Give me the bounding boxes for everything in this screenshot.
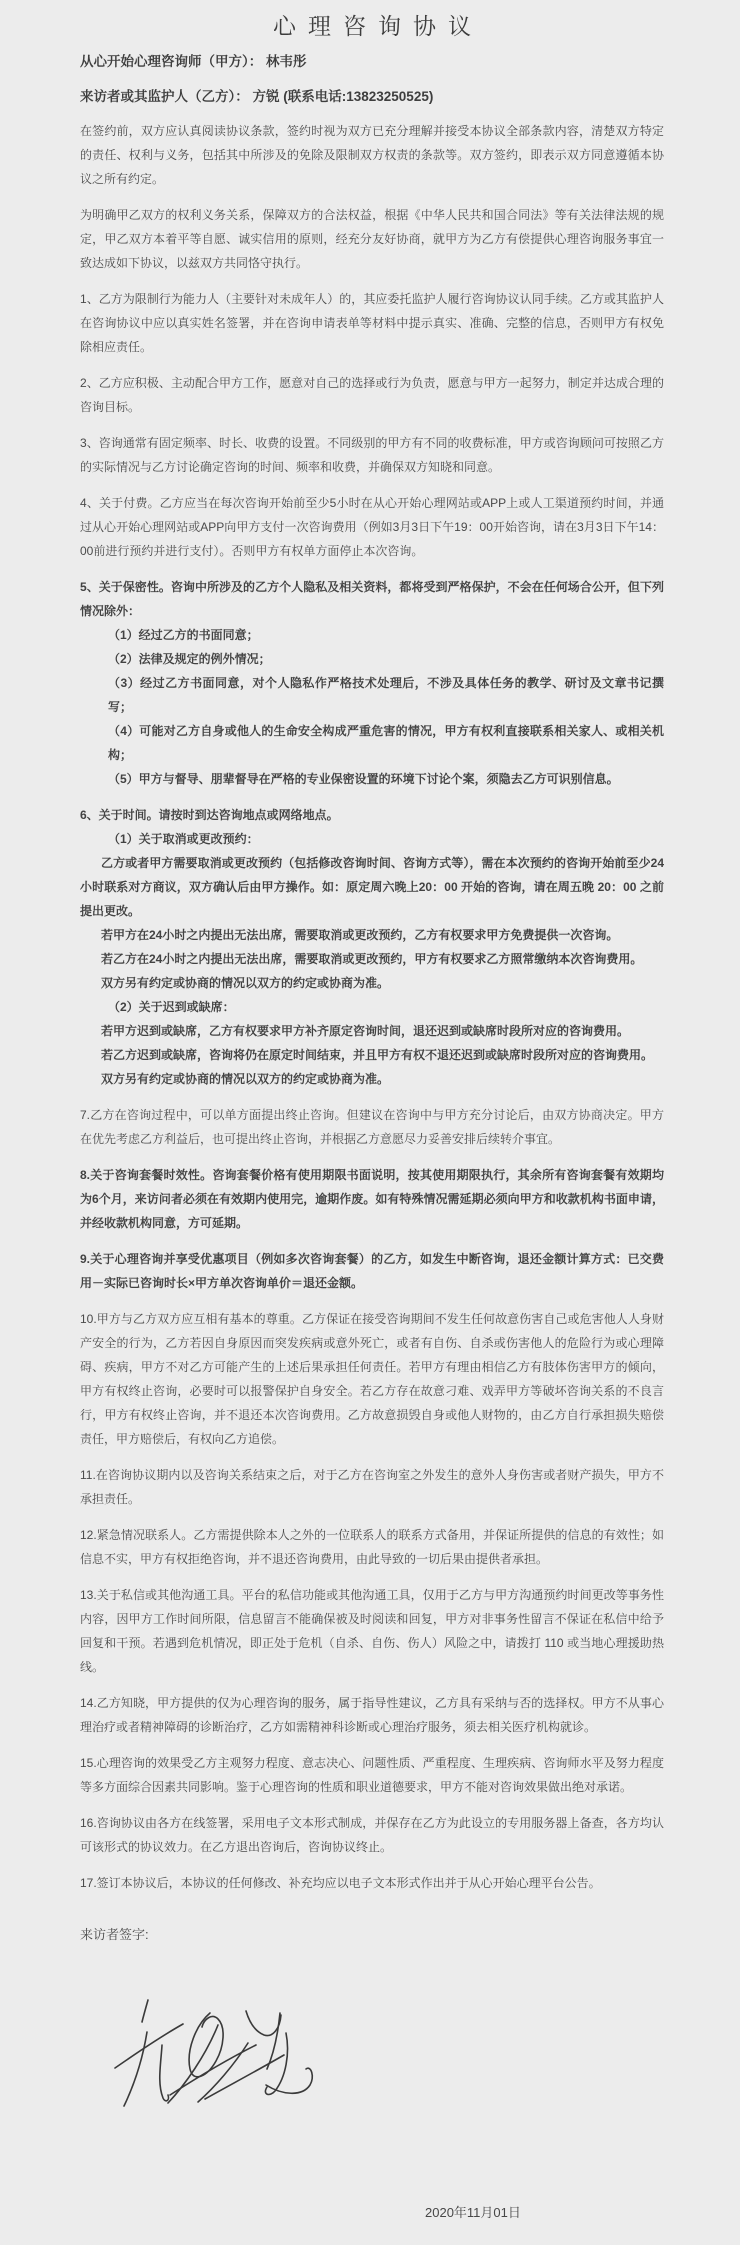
clause-5-item-5: （5）甲方与督导、朋辈督导在严格的专业保密设置的环境下讨论个案，须隐去乙方可识别信息。 xyxy=(108,772,619,786)
preamble-2: 为明确甲乙双方的权利义务关系，保障双方的合法权益，根据《中华人民共和国合同法》等有关法律法规的规定，甲乙双方本着平等自愿、诚实信用的原则，经充分友好协商，就甲方为乙方有偿提供心理咨询服务事宜一致达成如下协议，以兹双方共同恪守执行。 xyxy=(80,208,664,270)
clause-6-1-a: 若甲方在24小时之内提出无法出席，需要取消或更改预约，乙方有权要求甲方免费提供一次咨询。 xyxy=(101,928,619,942)
clause-5-item-2: （2）法律及规定的例外情况； xyxy=(108,652,271,666)
page-title: 心理咨询协议 xyxy=(273,13,483,39)
clause-6-1-title: （1）关于取消或更改预约： xyxy=(108,832,259,846)
clause-6-2-a: 若甲方迟到或缺席，乙方有权要求甲方补齐原定咨询时间，退还迟到或缺席时段所对应的咨询费用。 xyxy=(101,1024,630,1038)
clause-3: 3、咨询通常有固定频率、时长、收费的设置。不同级别的甲方有不同的收费标准，甲方或咨询顾问可按照乙方的实际情况与乙方讨论确定咨询的时间、频率和收费，并确保双方知晓和同意。 xyxy=(80,436,664,474)
clause-5-item-4: （4）可能对乙方自身或他人的生命安全构成严重危害的情况，甲方有权利直接联系相关家人、或相关机构； xyxy=(108,724,664,762)
clause-11: 11.在咨询协议期内以及咨询关系结束之后，对于乙方在咨询室之外发生的意外人身伤害或者财产损失，甲方不承担责任。 xyxy=(80,1468,664,1506)
clause-17: 17.签订本协议后，本协议的任何修改、补充均应以电子文本形式作出并于从心开始心理平台公告。 xyxy=(80,1876,601,1890)
clause-12: 12.紧急情况联系人。乙方需提供除本人之外的一位联系人的联系方式备用，并保证所提供的信息的有效性；如信息不实，甲方有权拒绝咨询，并不退还咨询费用，由此导致的一切后果由提供者承担。 xyxy=(80,1528,664,1566)
clause-6: 6、关于时间。请按时到达咨询地点或网络地点。 xyxy=(80,808,339,822)
clause-7: 7.乙方在咨询过程中，可以单方面提出终止咨询。但建议在咨询中与甲方充分讨论后，由双方协商决定。甲方在优先考虑乙方利益后，也可提出终止咨询，并根据乙方意愿尽力妥善安排后续转介事宜。 xyxy=(80,1108,664,1146)
clause-15: 15.心理咨询的效果受乙方主观努力程度、意志决心、问题性质、严重程度、生理疾病、咨询师水平及努力程度等多方面综合因素共同影响。鉴于心理咨询的性质和职业道德要求，甲方不能对咨询效果做出绝对承诺。 xyxy=(80,1756,664,1794)
preamble-1: 在签约前，双方应认真阅读协议条款，签约时视为双方已充分理解并接受本协议全部条款内容，清楚双方特定的责任、权利与义务，包括其中所涉及的免除及限制双方权责的条款等。双方签约，即表示双方同意遵循本协议之所有约定。 xyxy=(80,124,664,186)
clause-5: 5、关于保密性。咨询中所涉及的乙方个人隐私及相关资料，都将受到严格保护，不会在任何场合公开，但下列情况除外： xyxy=(80,580,664,618)
clause-9: 9.关于心理咨询并享受优惠项目（例如多次咨询套餐）的乙方，如发生中断咨询，退还金额计算方式：已交费用－实际已咨询时长×甲方单次咨询单价＝退还金额。 xyxy=(80,1252,664,1290)
clause-6-1-text: 乙方或者甲方需要取消或更改预约（包括修改咨询时间、咨询方式等），需在本次预约的咨询开始前至少24小时联系对方商议，双方确认后由甲方操作。如：原定周六晚上20：00 开始的咨询，请在周五晚 20：00 之前提出更改。 xyxy=(80,856,664,918)
handwritten-signature xyxy=(110,1995,320,2109)
clause-6-1-b: 若乙方在24小时之内提出无法出席，需要取消或更改预约，甲方有权要求乙方照常缴纳本次咨询费用。 xyxy=(101,952,643,966)
clause-6-1-c: 双方另有约定或协商的情况以双方的约定或协商为准。 xyxy=(101,976,390,990)
clause-2: 2、乙方应积极、主动配合甲方工作，愿意对自己的选择或行为负责，愿意与甲方一起努力，制定并达成合理的咨询目标。 xyxy=(80,376,664,414)
clause-10: 10.甲方与乙方双方应互相有基本的尊重。乙方保证在接受咨询期间不发生任何故意伤害自己或危害他人人身财产安全的行为，乙方若因自身原因而突发疾病或意外死亡，或者有自伤、自杀或伤害他人的危险行为或心理障碍、疾病，甲方不对乙方可能产生的上述后果承担任何责任。若甲方有理由相信乙方有肢体伤害甲方的倾向，甲方有权终止咨询，必要时可以报警保护自身安全。若乙方存在故意刁难、戏弄甲方等破坏咨询关系的不良言行，甲方有权终止咨询，并不退还本次咨询费用。乙方故意损毁自身或他人财物的，由乙方自行承担损失赔偿责任，甲方赔偿后，有权向乙方追偿。 xyxy=(80,1312,664,1446)
party-a-line: 从心开始心理咨询师（甲方）： 林韦彤 xyxy=(80,54,307,69)
clause-1: 1、乙方为限制行为能力人（主要针对未成年人）的，其应委托监护人履行咨询协议认同手续。乙方或其监护人在咨询协议中应以真实姓名签署，并在咨询申请表单等材料中提示真实、准确、完整的信息，否则甲方有权免除相应责任。 xyxy=(80,292,664,354)
clause-13: 13.关于私信或其他沟通工具。平台的私信功能或其他沟通工具，仅用于乙方与甲方沟通预约时间更改等事务性内容，因甲方工作时间所限，信息留言不能确保被及时阅读和回复，甲方对非事务性留言不保证在私信中给予回复和干预。若遇到危机情况，即正处于危机（自杀、自伤、伤人）风险之中，请拨打 110 或当地心理援助热线。 xyxy=(80,1588,664,1674)
visitor-signature-label: 来访者签字: xyxy=(80,1927,149,1942)
clause-8: 8.关于咨询套餐时效性。咨询套餐价格有使用期限书面说明，按其使用期限执行，其余所有咨询套餐有效期均为6个月，来访问者必须在有效期内使用完，逾期作废。如有特殊情况需延期必须向甲方和收款机构书面申请，并经收款机构同意，方可延期。 xyxy=(80,1168,664,1230)
agreement-date: 2020年11月01日 xyxy=(425,2205,521,2220)
clause-6-2-c: 双方另有约定或协商的情况以双方的约定或协商为准。 xyxy=(101,1072,390,1086)
clause-6-2-title: （2）关于迟到或缺席： xyxy=(108,1000,235,1014)
clause-4: 4、关于付费。乙方应当在每次咨询开始前至少5小时在从心开始心理网站或APP上或人工渠道预约时间，并通过从心开始心理网站或APP向甲方支付一次咨询费用（例如3月3日下午19：00开始咨询，请在3月3日下午14：00前进行预约并进行支付）。否则甲方有权单方面停止本次咨询。 xyxy=(80,496,664,558)
clause-6-2-b: 若乙方迟到或缺席，咨询将仍在原定时间结束，并且甲方有权不退还迟到或缺席时段所对应的咨询费用。 xyxy=(101,1048,654,1062)
party-b-line: 来访者或其监护人（乙方）： 方锐 (联系电话:13823250525) xyxy=(80,89,434,104)
clause-5-item-1: （1）经过乙方的书面同意； xyxy=(108,628,259,642)
clause-5-item-3: （3）经过乙方书面同意，对个人隐私作严格技术处理后，不涉及具体任务的教学、研讨及文章书记撰写； xyxy=(108,676,664,714)
clause-16: 16.咨询协议由各方在线签署，采用电子文本形式制成，并保存在乙方为此设立的专用服务器上备查，各方均认可该形式的协议效力。在乙方退出咨询后，咨询协议终止。 xyxy=(80,1816,664,1854)
clause-14: 14.乙方知晓，甲方提供的仅为心理咨询的服务，属于指导性建议，乙方具有采纳与否的选择权。甲方不从事心理治疗或者精神障碍的诊断治疗，乙方如需精神科诊断或心理治疗服务，须去相关医疗机构就诊。 xyxy=(80,1696,664,1734)
